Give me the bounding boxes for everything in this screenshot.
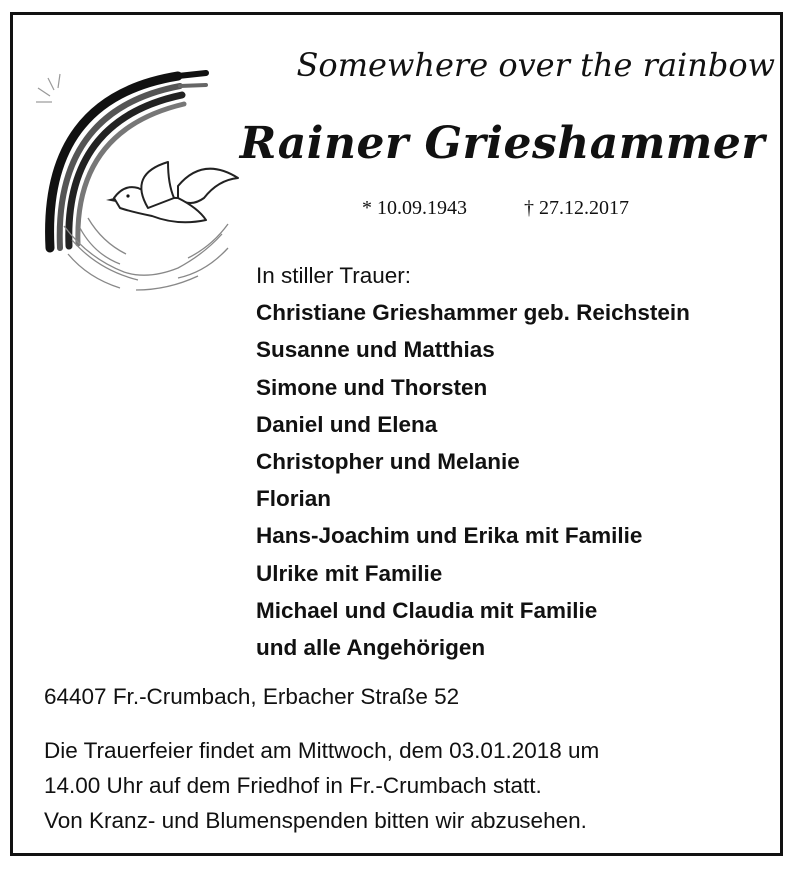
death-date: † 27.12.2017 — [524, 197, 629, 219]
mourner-name: Susanne und Matthias — [256, 337, 495, 363]
funeral-notice — [44, 733, 774, 838]
mourner-name: Christopher und Melanie — [256, 449, 520, 475]
notice-line: 14.00 Uhr auf dem Friedhof in Fr.-Crumbach statt. — [44, 773, 542, 798]
mourners-list — [256, 257, 776, 666]
notice-line: Die Trauerfeier findet am Mittwoch, dem 03.01.2018 um — [44, 738, 600, 763]
mourner-name: Michael und Claudia mit Familie — [256, 597, 598, 623]
mourner-name: Daniel und Elena — [256, 411, 438, 437]
motto: Somewhere over the rainbow — [296, 46, 775, 84]
address: 64407 Fr.-Crumbach, Erbacher Straße 52 — [44, 684, 460, 709]
deceased-name: Rainer Grieshammer — [239, 118, 765, 169]
mourner-name: Christiane Grieshammer geb. Reichstein — [256, 300, 690, 326]
rainbow-dove-hands-icon — [28, 58, 260, 298]
mourner-name: Simone und Thorsten — [256, 374, 488, 400]
mourners-intro: In stiller Trauer: — [256, 263, 412, 288]
birth-date: * 10.09.1943 — [362, 197, 467, 219]
notice-line: Von Kranz- und Blumenspenden bitten wir abzusehen. — [44, 808, 587, 833]
mourner-name: Florian — [256, 486, 332, 512]
mourner-name: Hans-Joachim und Erika mit Familie — [256, 523, 643, 549]
mourner-name: und alle Angehörigen — [256, 635, 486, 661]
mourner-name: Ulrike mit Familie — [256, 560, 443, 586]
